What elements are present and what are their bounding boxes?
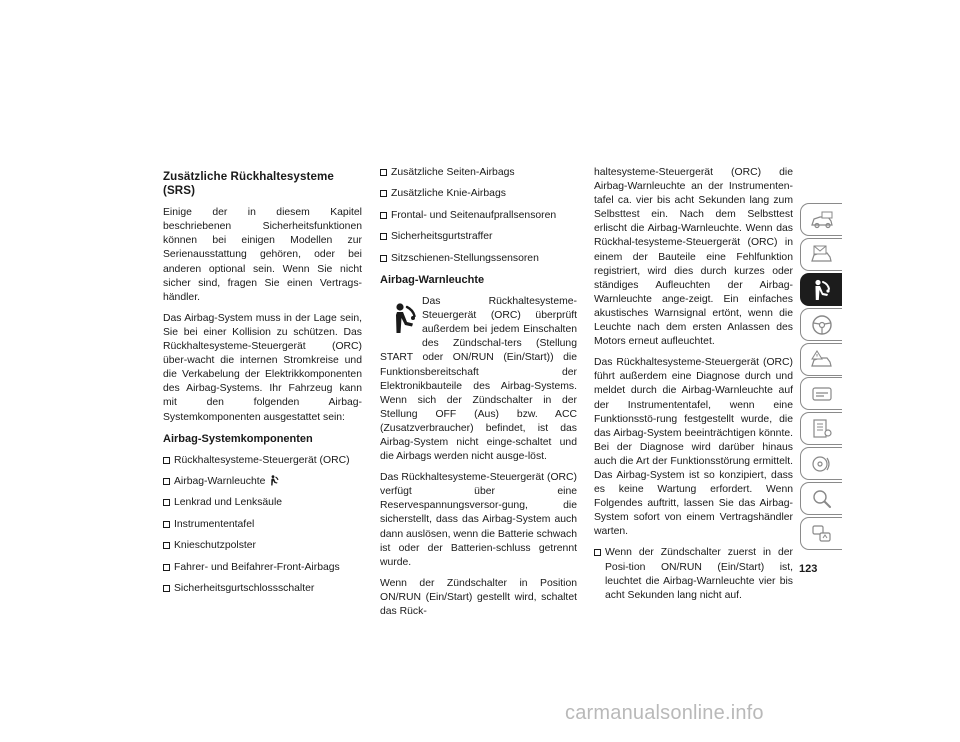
multimedia-icon [810, 453, 834, 475]
bullet-square-icon [380, 190, 387, 197]
bullet-square-icon [163, 521, 170, 528]
bullet-square-icon [380, 212, 387, 219]
bullet-square-icon [380, 255, 387, 262]
chapter-tabs [800, 203, 842, 552]
subsection-heading: Airbag-Systemkomponenten [163, 432, 313, 445]
list-item: Zusätzliche Knie-Airbags [380, 187, 577, 201]
list-item: Knieschutzpolster [163, 539, 362, 553]
maintenance-list-icon [810, 418, 834, 440]
page-number: 123 [799, 563, 818, 575]
list-item: Fahrer- und Beifahrer-Front-Airbags [163, 561, 362, 575]
language-icon [810, 523, 834, 545]
car-service-icon [810, 383, 834, 405]
condition-list [594, 546, 793, 602]
car-mail-icon [810, 244, 834, 266]
paragraph: Wenn der Zündschalter in Position ON/RUN (Ein/Start) gestellt wird, schaltet das Rück- [380, 577, 577, 618]
airbag-warning-light-icon [392, 303, 418, 335]
tab-language[interactable] [800, 517, 842, 550]
list-item: Rückhaltesysteme-Steuergerät (ORC) [163, 454, 362, 468]
tab-safety[interactable] [800, 273, 842, 306]
car-dashboard-icon [810, 209, 834, 231]
bullet-square-icon [380, 169, 387, 176]
tab-index[interactable] [800, 482, 842, 515]
list-item: Sicherheitsgurtschlossschalter [163, 582, 362, 596]
car-warning-icon [810, 349, 834, 371]
list-item: Airbag-Warnleuchte [163, 475, 362, 489]
section-heading: Zusätzliche Rückhaltesysteme (SRS) [163, 170, 334, 198]
list-item: Instrumententafel [163, 518, 362, 532]
paragraph: haltesysteme-Steuergerät (ORC) die Airbag-Warnleuchte an der Instrumenten-tafel ca. vier bis acht Sekunden lang zum Selbsttest ein. Nach dem Selbsttest erlischt die Airbag-Warnleuchte. Wenn das Rückhal-tesysteme-Steuergerät (ORC) in einem der Bauteile eine Fehlfunktion registriert, wird dies durch kurzes oder ständiges Aufleuchten der Airbag-Warnleuchte ange-zeigt. Ein einfaches akustisches Warnsignal ertönt, wenn die Leuchte nach dem ersten Anlassen des Motors erneut aufleuchtet. [594, 167, 793, 348]
list-item: Lenkrad und Lenksäule [163, 496, 362, 510]
bullet-square-icon [163, 585, 170, 592]
bullet-square-icon [594, 549, 601, 556]
watermark: carmanualsonline.info [565, 702, 764, 724]
paragraph: Das Rückhaltesysteme-Steuergerät (ORC) verfügt über eine Reservespannungsversor-gung, die sicherstellt, dass das Airbag-System auch dann auslösen, wenn die Batterie schwach ist oder der Batterien-schluss getrennt wurde. [380, 472, 577, 568]
list-item: Sicherheitsgurtstraffer [380, 230, 577, 244]
list-item: Wenn der Zündschalter zuerst in der Posi-tion ON/RUN (Ein/Start) ist, leuchtet die Airbag-Warnleuchte vier bis acht Sekunden lang nicht auf. [594, 546, 793, 602]
bullet-square-icon [163, 478, 170, 485]
bullet-square-icon [163, 457, 170, 464]
paragraph: Das Rückhaltesysteme-Steuergerät (ORC) führt außerdem eine Diagnose durch und meldet durch die Airbag-Warnleuchte auf der Instrumententafel, wenn eine Funktionsstö-rung festgestellt wurde, die das Airbag-System beeinträchtigen könnte. Bei der Diagnose wird darüber hinaus auch die Art der Funktionsstörung ermittelt. Das Airbag-System ist so konzipiert, dass es keine Wartung erfordert. Wenn Folgendes auftritt, lassen Sie das Airbag-System sofort von einem Vertragshändler warten. [594, 357, 793, 538]
airbag-warning-icon [270, 475, 279, 486]
tab-starting-operating[interactable] [800, 308, 842, 341]
magnifier-icon [810, 488, 834, 510]
bullet-square-icon [380, 233, 387, 240]
component-list-continued [380, 166, 577, 266]
component-list [163, 454, 362, 596]
column-middle [380, 166, 577, 626]
tab-technical-specs[interactable] [800, 412, 842, 445]
bullet-square-icon [163, 564, 170, 571]
paragraph: Einige der in diesem Kapitel beschriebenen Sicherheitsfunktionen können bei einigen Modellen zur Serienausstattung gehören, oder bei anderen optional sein. Wenn Sie nicht sicher sind, fragen Sie einen Vertrags-händler. [163, 207, 362, 303]
list-item: Frontal- und Seitenaufprallsensoren [380, 209, 577, 223]
bullet-square-icon [163, 499, 170, 506]
paragraph: Das Airbag-System muss in der Lage sein, Sie bei einer Kollision zu schützen. Das Rückhaltesysteme-Steuergerät (ORC) über-wacht die internen Stromkreise und die Verkabelung der Elektrikkomponenten des Airbag-Systems. Ihr Fahrzeug kann mit den folgenden Airbag-Systemkomponenten ausgestattet sein: [163, 312, 362, 423]
tab-getting-started[interactable] [800, 203, 842, 236]
list-item: Zusätzliche Seiten-Airbags [380, 166, 577, 180]
column-left [163, 170, 362, 603]
airbag-seat-icon [810, 279, 834, 301]
steering-wheel-icon [810, 314, 834, 336]
subsection-heading: Airbag-Warnleuchte [380, 273, 485, 286]
list-item: Sitzschienen-Stellungssensoren [380, 252, 577, 266]
paragraph: Das Rückhaltesysteme-Steuergerät (ORC) überprüft außerdem bei jedem Einschalten des Zündschal-ters (Stellung START oder ON/RUN (Ein/Start)) die Funktionsbereitschaft der Elektronikbauteile des Airbag-Systems. Wenn sich der Zündschalter in der Stellung OFF (Aus) bzw. ACC (Zusatzverbraucher) befindet, ist das Airbag-System nicht einge-schaltet und die Airbags werden nicht ausge-löst. [380, 296, 577, 463]
tab-servicing[interactable] [800, 377, 842, 410]
column-right [594, 166, 793, 610]
tab-controls[interactable] [800, 238, 842, 271]
tab-emergency[interactable] [800, 343, 842, 376]
bullet-square-icon [163, 542, 170, 549]
tab-multimedia[interactable] [800, 447, 842, 480]
warning-light-block [380, 295, 577, 464]
